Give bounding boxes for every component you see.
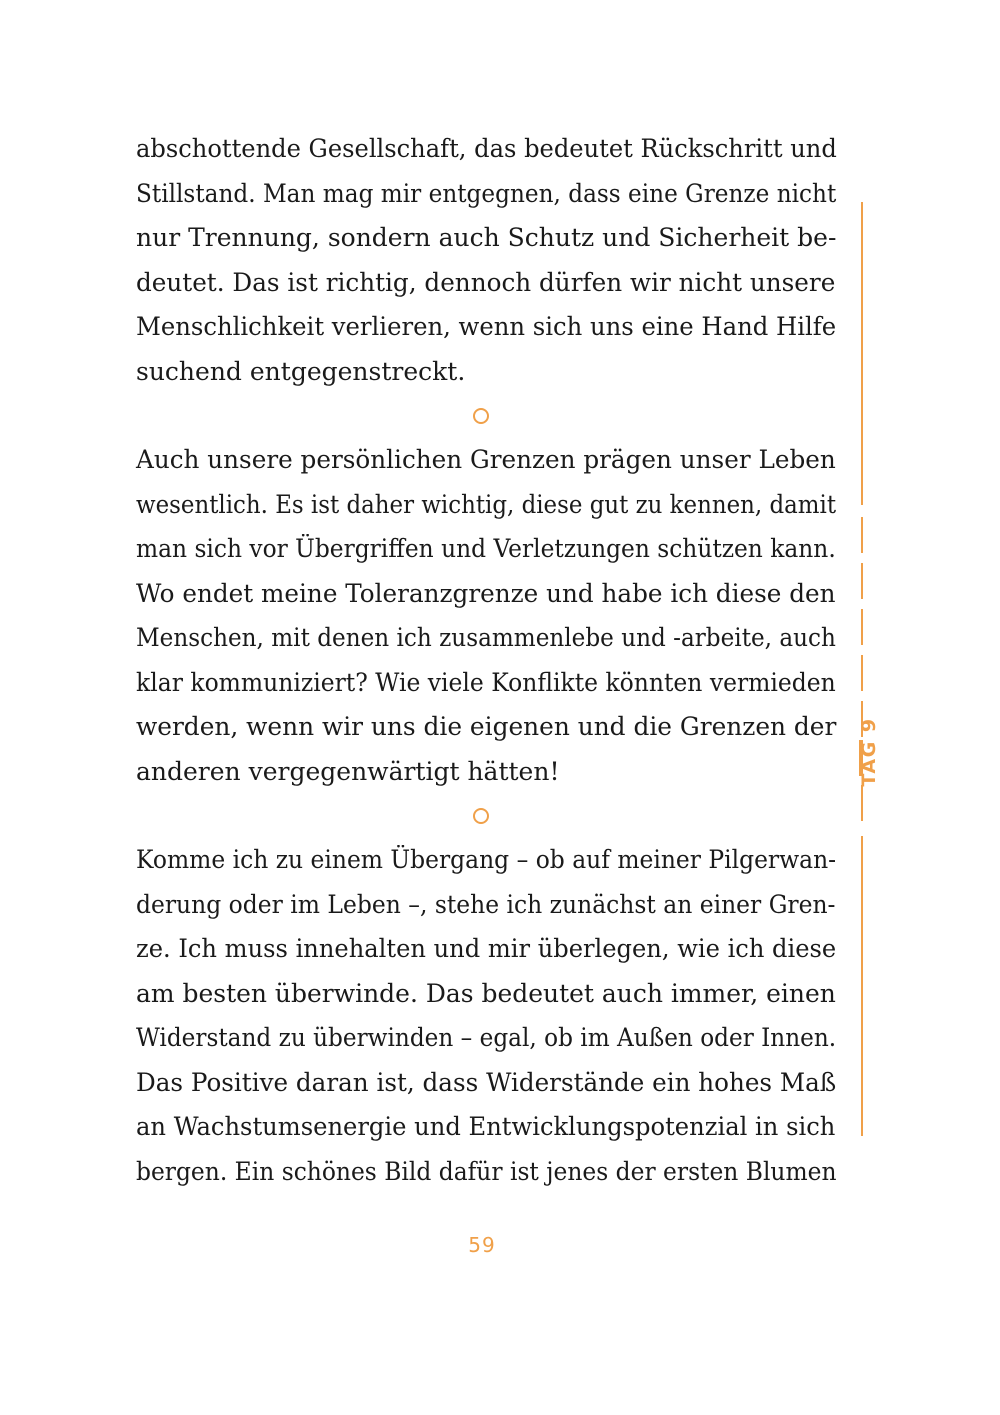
text-line: klar kommuniziert? Wie viele Konflikte könnten vermieden bbox=[136, 667, 836, 697]
margin-tick bbox=[861, 609, 863, 645]
day-label: TAG 9 bbox=[858, 717, 880, 787]
text-line: Widerstand zu überwinden – egal, ob im Außen oder Innen. bbox=[136, 1023, 837, 1052]
margin-tick bbox=[861, 563, 863, 599]
text-line: anderen vergegenwärtigt hätten! bbox=[136, 756, 560, 786]
circle-ornament-icon bbox=[473, 808, 489, 824]
text-line: Wo endet meine Toleranzgrenze und habe ich diese den bbox=[136, 578, 836, 608]
margin-tick bbox=[861, 517, 863, 553]
paragraph-1 bbox=[136, 127, 836, 394]
text-line: deutet. Das ist richtig, dennoch dürfen wir nicht unsere bbox=[136, 267, 836, 297]
text-line: an Wachstumsenergie und Entwicklungspotenzial in sich bbox=[136, 1112, 836, 1141]
margin-rule-bottom bbox=[861, 836, 863, 1136]
text-line: Komme ich zu einem Übergang – ob auf meiner Pilgerwan- bbox=[136, 845, 837, 874]
circle-ornament-icon bbox=[473, 408, 489, 424]
text-line: am besten überwinde. Das bedeutet auch immer, einen bbox=[136, 978, 836, 1008]
text-line: nur Trennung, sondern auch Schutz und Sicherheit be- bbox=[136, 223, 837, 252]
text-line: suchend entgegenstreckt. bbox=[136, 356, 466, 386]
text-line: bergen. Ein schönes Bild dafür ist jenes der ersten Blumen bbox=[136, 1156, 837, 1186]
text-line: wesentlich. Es ist daher wichtig, diese gut zu kennen, damit bbox=[136, 489, 837, 519]
margin-tick bbox=[861, 655, 863, 691]
text-line: derung oder im Leben –, stehe ich zunächst an einer Gren- bbox=[136, 889, 836, 919]
text-line: Menschlichkeit verlieren, wenn sich uns eine Hand Hilfe bbox=[136, 312, 837, 341]
text-line: Stillstand. Man mag mir entgegnen, dass eine Grenze nicht bbox=[136, 178, 837, 208]
page-number: 59 bbox=[468, 1233, 496, 1257]
text-line: man sich vor Übergriffen und Verletzungen schützen kann. bbox=[136, 534, 836, 563]
paragraph-2 bbox=[136, 438, 836, 794]
text-line: Menschen, mit denen ich zusammenlebe und -arbeite, auch bbox=[136, 623, 836, 652]
paragraph-3 bbox=[136, 838, 836, 1194]
margin-tick bbox=[861, 785, 863, 821]
margin-rule-top bbox=[861, 202, 863, 505]
text-line: werden, wenn wir uns die eigenen und die Grenzen der bbox=[136, 712, 837, 741]
text-line: abschottende Gesellschaft, das bedeutet Rückschritt und bbox=[136, 134, 837, 163]
text-line: Das Positive daran ist, dass Widerstände ein hohes Maß bbox=[136, 1067, 837, 1097]
text-line: Auch unsere persönlichen Grenzen prägen unser Leben bbox=[136, 445, 836, 474]
text-line: ze. Ich muss innehalten und mir überlegen, wie ich diese bbox=[136, 934, 837, 963]
